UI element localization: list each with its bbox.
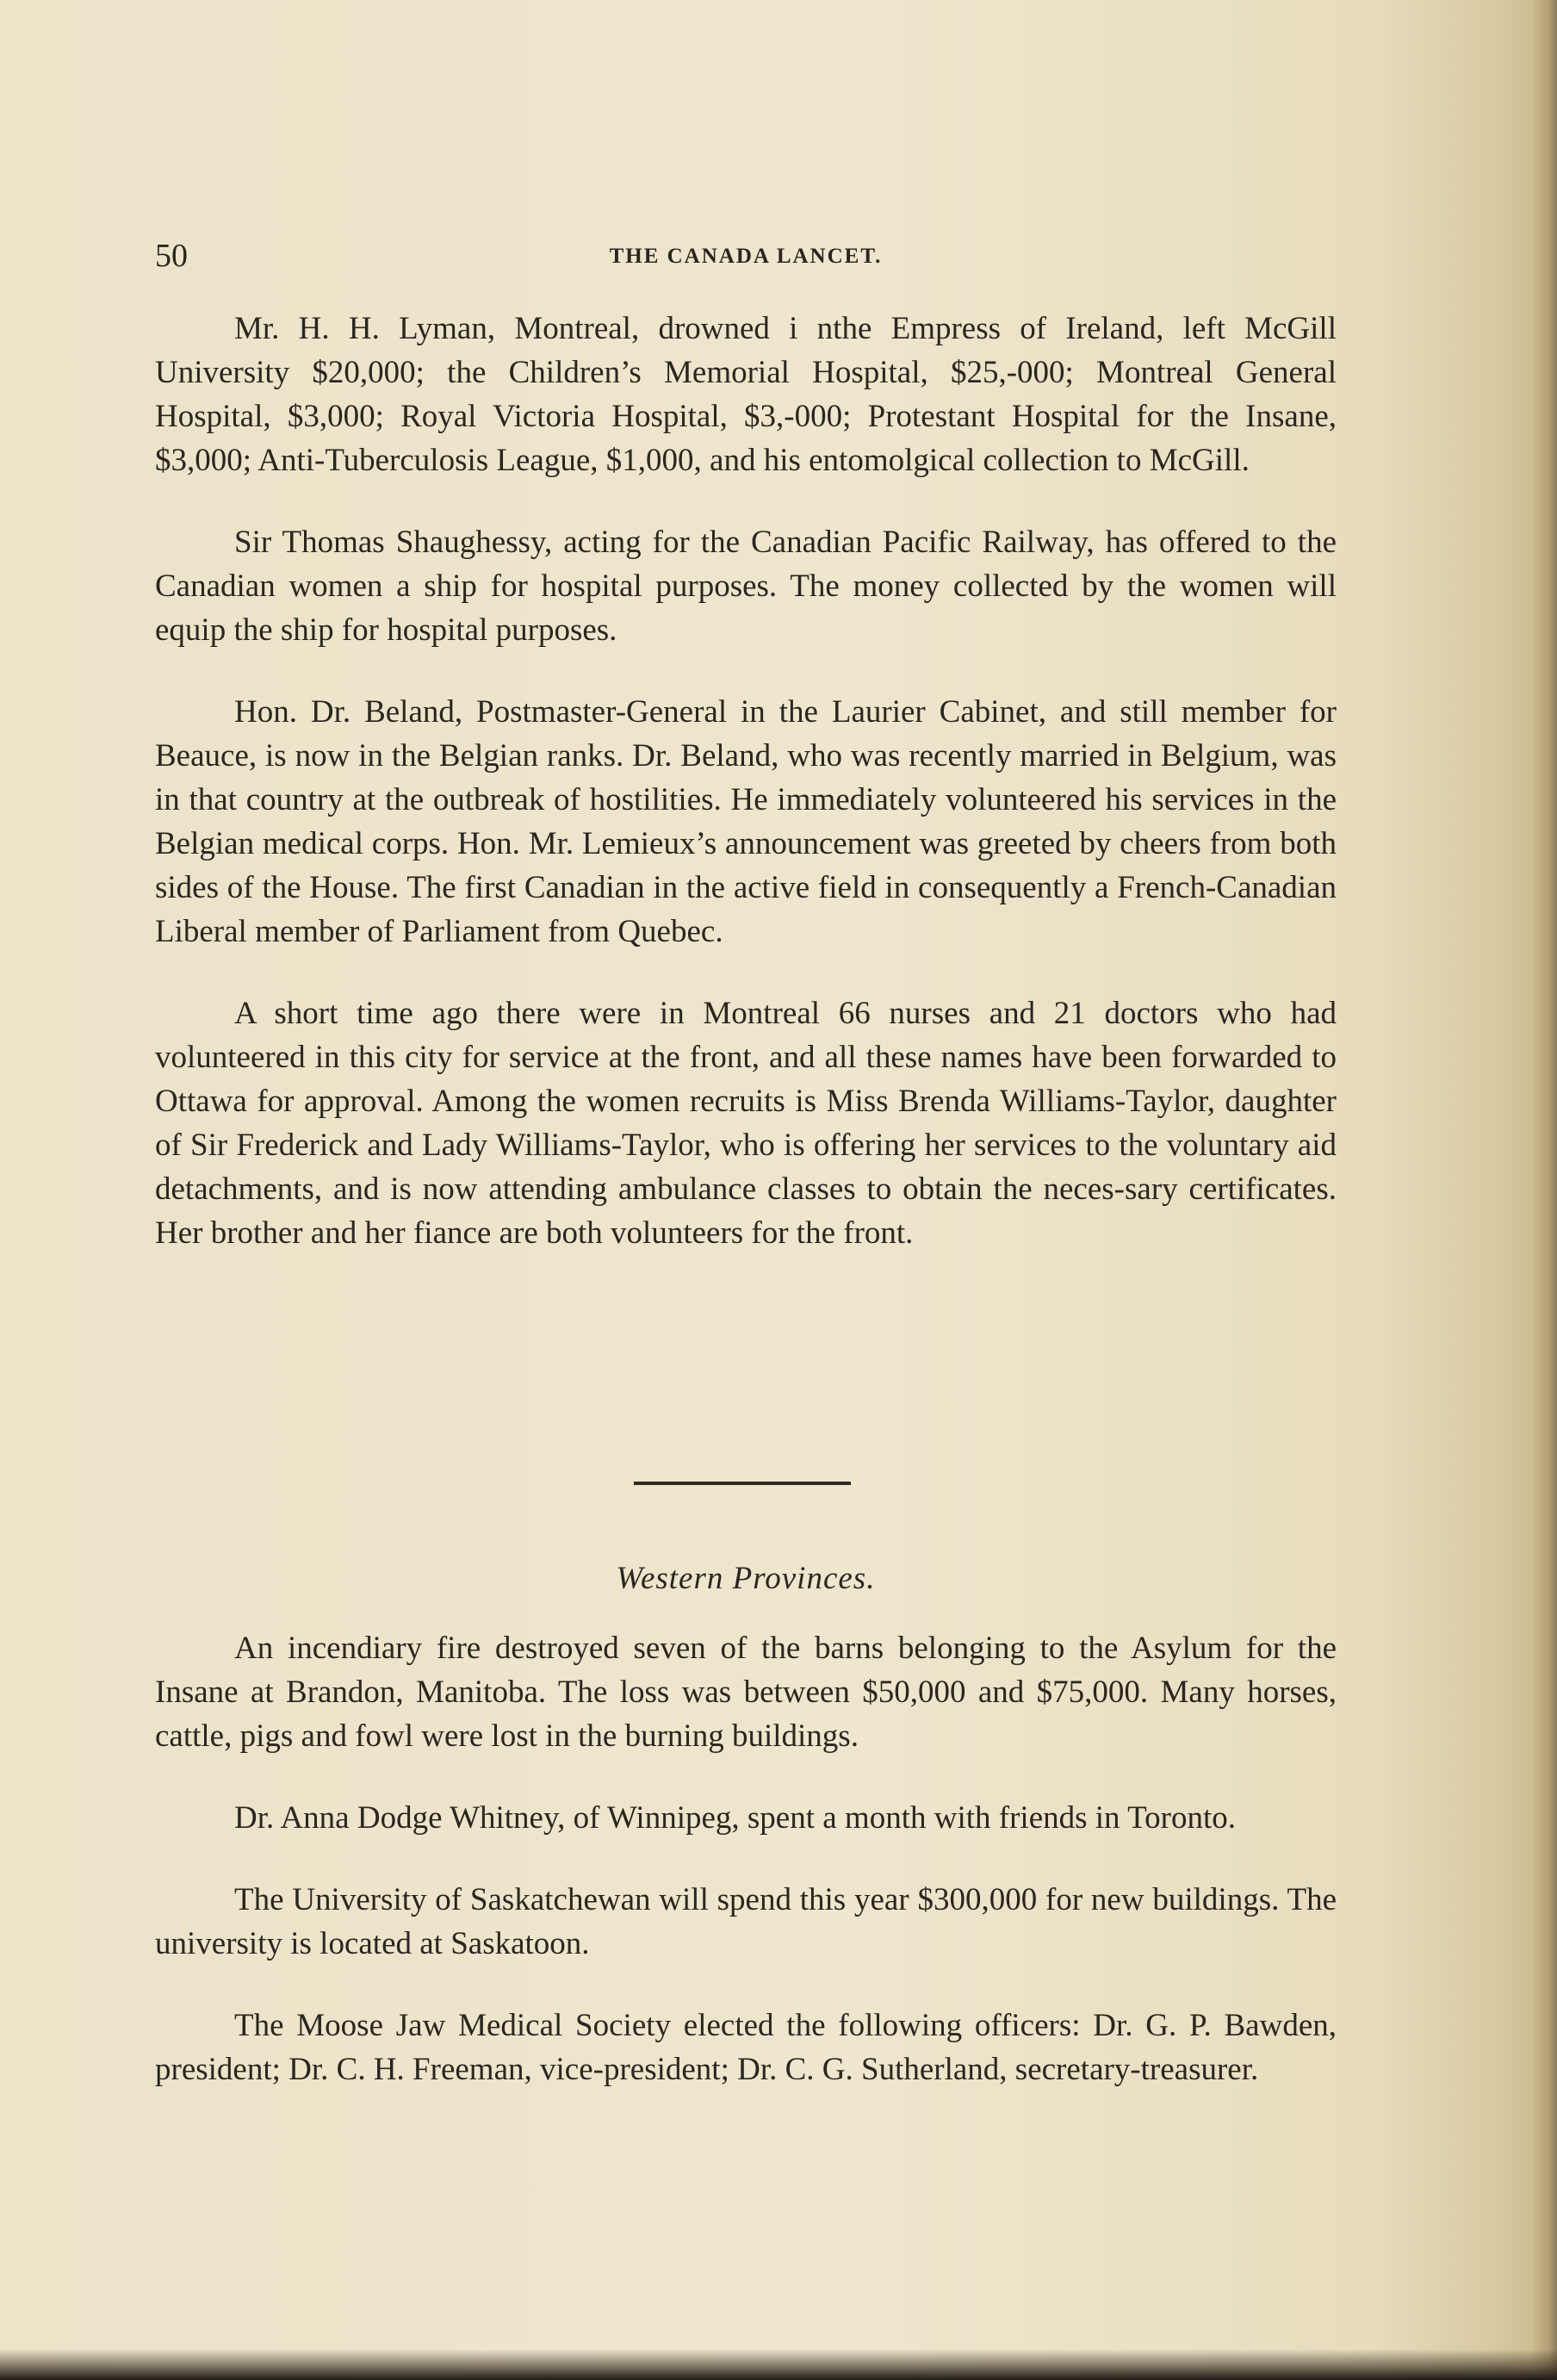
running-title: THE CANADA LANCET. xyxy=(609,245,883,268)
section-divider xyxy=(634,1482,851,1485)
paragraph-brandon-fire: An incendiary fire destroyed seven of the barns belonging to the Asylum for the Insane at Brandon, Manitoba. The loss was between $50,000 and $75,000. Many horses, cattle, pigs and fowl were lost in the burning buildings. xyxy=(155,1631,1337,1754)
news-section-montreal xyxy=(155,307,1337,1293)
paragraph-lyman-bequest: Mr. H. H. Lyman, Montreal, drowned i nthe Empress of Ireland, left McGill University $20,000; the Children’s Memorial Hospital, $25,-000; Montreal General Hospital, $3,000; Royal Victoria Hospital, $3,-000; Protestant Hospital for the Insane, $3,000; Anti-Tuberculosis League, $1,000, and his entomolgical collection to McGill. xyxy=(155,311,1337,478)
section-heading: Western Provinces. xyxy=(616,1561,876,1596)
paragraph-hospital-ship: Sir Thomas Shaughessy, acting for the Canadian Pacific Railway, has offered to the Canadian women a ship for hospital purposes. The money collected by the women will equip the ship for hospital purposes. xyxy=(155,525,1337,648)
paragraph-saskatchewan-university: The University of Saskatchewan will spend this year $300,000 for new buildings. The university is located at Saskatoon. xyxy=(155,1882,1337,1961)
page-shadow-right xyxy=(1531,0,1557,2380)
paragraph-dr-beland: Hon. Dr. Beland, Postmaster-General in the Laurier Cabinet, and still member for Beauce, is now in the Belgian ranks. Dr. Beland, who was recently married in Belgium, was in that country at the outbreak of hostilities. He immediately volunteered his services in the Belgian medical corps. Hon. Mr. Lemieux’s announcement was greeted by cheers from both sides of the House. The first Canadian in the active field in consequently a French-Canadian Liberal member of Parliament from Quebec. xyxy=(155,694,1337,949)
paragraph-moose-jaw-society: The Moose Jaw Medical Society elected the following officers: Dr. G. P. Bawden, president; Dr. C. H. Freeman, vice-president; Dr. C. G. Sutherland, secretary-treasurer. xyxy=(155,2008,1337,2087)
running-head xyxy=(155,234,1337,277)
page-number: 50 xyxy=(155,238,188,274)
paragraph-volunteer-nurses: A short time ago there were in Montreal 66 nurses and 21 doctors who had volunteered in this city for service at the front, and all these names have been forwarded to Ottawa for approval. Among the women recruits is Miss Brenda Williams-Taylor, daughter of Sir Frederick and Lady Williams-Taylor, who is offering her services to the voluntary aid detachments, and is now attending ambulance classes to obtain the neces-sary certificates. Her brother and her fiance are both volunteers for the front. xyxy=(155,996,1337,1251)
paragraph-dr-whitney: Dr. Anna Dodge Whitney, of Winnipeg, spent a month with friends in Toronto. xyxy=(234,1800,1236,1836)
page-shadow-bottom xyxy=(0,2349,1557,2380)
news-section-western-provinces xyxy=(155,1626,1337,2129)
